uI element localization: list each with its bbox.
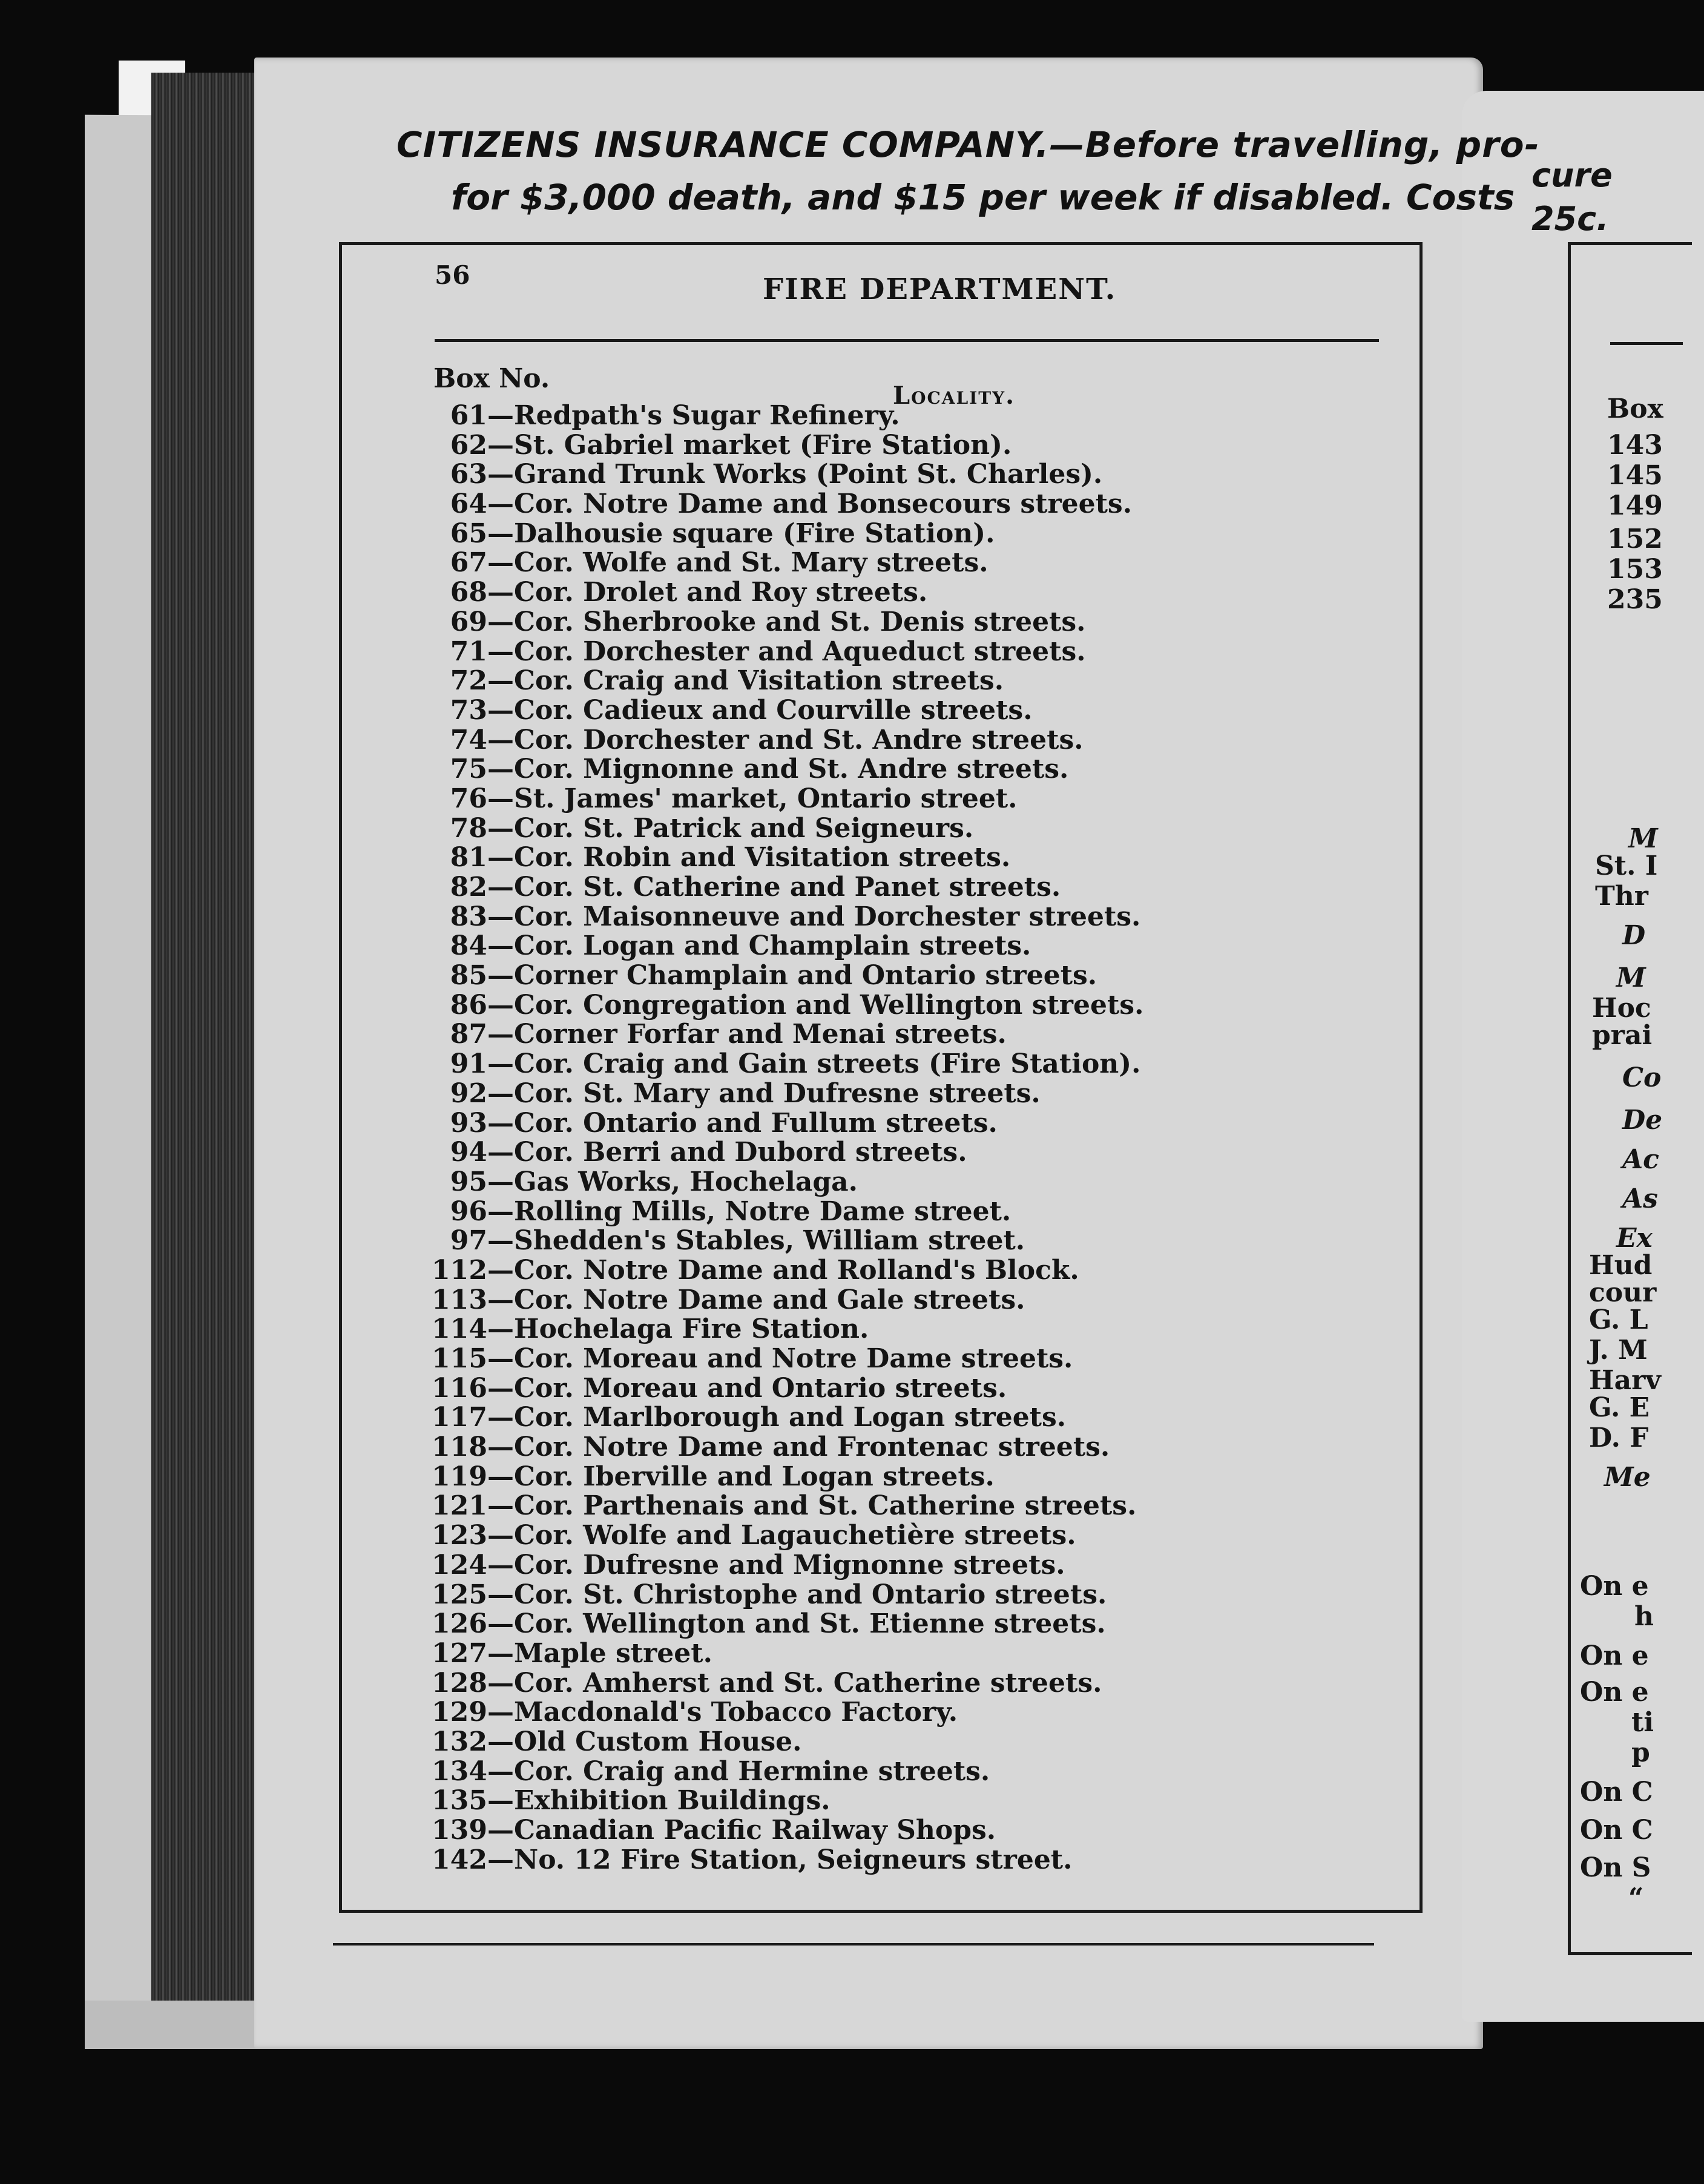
- box-number: 129: [432, 1697, 487, 1728]
- fire-box-entry: [387, 726, 1223, 755]
- box-number: 118: [432, 1432, 487, 1463]
- right-header-fragment: 25c.: [1531, 200, 1609, 238]
- fire-box-entry: [387, 1846, 1223, 1875]
- bottom-rule: [333, 1943, 1374, 1946]
- locality: No. 12 Fire Station, Seigneurs street.: [514, 1844, 1073, 1875]
- box-number: 86: [450, 989, 487, 1021]
- em-dash-separator: —: [487, 694, 514, 726]
- fire-box-entry: [387, 548, 1223, 578]
- em-dash-separator: —: [487, 1343, 514, 1374]
- fire-box-entry: [387, 431, 1223, 461]
- box-number: 64: [450, 488, 487, 520]
- fire-box-entry: [387, 755, 1223, 784]
- box-number: 95: [450, 1166, 487, 1197]
- em-dash-separator: —: [487, 812, 514, 844]
- box-number: 84: [450, 930, 487, 962]
- right-text-fragment: On C: [1580, 1815, 1653, 1846]
- em-dash-separator: —: [487, 488, 514, 520]
- right-text-fragment: On S: [1580, 1852, 1651, 1883]
- locality: Dalhousie square (Fire Station).: [514, 518, 995, 549]
- locality: Cor. Robin and Visitation streets.: [514, 842, 1011, 873]
- right-text-fragment: On e: [1580, 1677, 1649, 1708]
- right-text-fragment: M: [1628, 823, 1658, 854]
- fire-box-entry: [387, 784, 1223, 814]
- fire-box-entry: [387, 932, 1223, 961]
- box-number: 119: [432, 1461, 487, 1492]
- fire-box-entry: [387, 1315, 1223, 1344]
- right-text-fragment: G. E: [1589, 1392, 1650, 1423]
- fire-box-entry: [387, 637, 1223, 667]
- right-text-fragment: h: [1634, 1601, 1654, 1632]
- fire-box-entry: [387, 903, 1223, 932]
- locality: Cor. Notre Dame and Rolland's Block.: [514, 1254, 1079, 1286]
- right-text-fragment: J. M: [1589, 1335, 1648, 1366]
- right-text-fragment: cour: [1589, 1277, 1657, 1308]
- box-number: 115: [432, 1343, 487, 1374]
- locality: Cor. Sherbrooke and St. Denis streets.: [514, 606, 1086, 637]
- em-dash-separator: —: [487, 1137, 514, 1168]
- em-dash-separator: —: [487, 1520, 514, 1551]
- locality: St. James' market, Ontario street.: [514, 783, 1018, 814]
- fire-box-entry: [387, 1551, 1223, 1580]
- em-dash-separator: —: [487, 1608, 514, 1640]
- box-number: 94: [450, 1137, 487, 1168]
- box-number: 127: [432, 1637, 487, 1669]
- fire-box-entry: [387, 1256, 1223, 1286]
- locality: Corner Forfar and Menai streets.: [514, 1019, 1007, 1050]
- right-text-fragment: On e: [1580, 1571, 1649, 1602]
- box-number: 82: [450, 872, 487, 903]
- book-cover-edge: [85, 115, 157, 2010]
- locality: Cor. Notre Dame and Gale streets.: [514, 1284, 1025, 1315]
- locality: Cor. St. Catherine and Panet streets.: [514, 872, 1061, 903]
- locality: Cor. Ontario and Fullum streets.: [514, 1107, 998, 1139]
- em-dash-separator: —: [487, 842, 514, 873]
- em-dash-separator: —: [487, 1107, 514, 1139]
- fire-box-entry: [387, 1610, 1223, 1639]
- fire-box-entry: [387, 1492, 1223, 1521]
- box-number: 63: [450, 459, 487, 490]
- fire-box-entry: [387, 1698, 1223, 1728]
- fire-box-entry: [387, 1197, 1223, 1227]
- em-dash-separator: —: [487, 1726, 514, 1757]
- right-text-fragment: “: [1628, 1883, 1644, 1913]
- section-title: FIRE DEPARTMENT.: [763, 272, 1117, 306]
- box-number: 96: [450, 1196, 487, 1227]
- box-number: 91: [450, 1048, 487, 1080]
- locality: Cor. Cadieux and Courville streets.: [514, 694, 1033, 726]
- locality: Cor. Parthenais and St. Catherine streets.: [514, 1490, 1137, 1522]
- box-number: 81: [450, 842, 487, 873]
- box-number: 74: [450, 724, 487, 755]
- locality: Old Custom House.: [514, 1726, 802, 1757]
- right-text-fragment: On C: [1580, 1777, 1653, 1807]
- em-dash-separator: —: [487, 901, 514, 932]
- box-number: 135: [432, 1785, 487, 1817]
- em-dash-separator: —: [487, 1372, 514, 1404]
- box-number: 139: [432, 1815, 487, 1846]
- right-text-fragment: De: [1622, 1105, 1663, 1136]
- box-number: 117: [432, 1402, 487, 1433]
- locality: Cor. Congregation and Wellington streets.: [514, 989, 1144, 1021]
- locality: Rolling Mills, Notre Dame street.: [514, 1196, 1012, 1227]
- em-dash-separator: —: [487, 1166, 514, 1197]
- em-dash-separator: —: [487, 636, 514, 667]
- locality: Cor. Berri and Dubord streets.: [514, 1137, 967, 1168]
- locality: Cor. Notre Dame and Bonsecours streets.: [514, 488, 1133, 520]
- fire-box-entry: [387, 1286, 1223, 1315]
- right-text-fragment: Harv: [1589, 1365, 1661, 1396]
- locality: Cor. Iberville and Logan streets.: [514, 1461, 995, 1492]
- em-dash-separator: —: [487, 1077, 514, 1109]
- locality: Cor. Maisonneuve and Dorchester streets.: [514, 901, 1141, 932]
- locality: Grand Trunk Works (Point St. Charles).: [514, 459, 1103, 490]
- fire-box-entry: [387, 1757, 1223, 1787]
- right-text-fragment: As: [1622, 1183, 1658, 1214]
- em-dash-separator: —: [487, 1461, 514, 1492]
- right-text-fragment: 145: [1607, 460, 1663, 491]
- em-dash-separator: —: [487, 1254, 514, 1286]
- locality: Cor. Amherst and St. Catherine streets.: [514, 1667, 1102, 1699]
- em-dash-separator: —: [487, 783, 514, 814]
- fire-box-entry: [387, 1816, 1223, 1846]
- box-number: 113: [432, 1284, 487, 1315]
- fire-box-entry: [387, 1226, 1223, 1256]
- column-header-locality: Locality.: [893, 381, 1016, 410]
- locality: Macdonald's Tobacco Factory.: [514, 1697, 958, 1728]
- locality: Canadian Pacific Railway Shops.: [514, 1815, 996, 1846]
- right-text-fragment: ti: [1631, 1707, 1654, 1738]
- box-number: 67: [450, 547, 487, 579]
- fire-box-entry: [387, 961, 1223, 991]
- locality: Cor. St. Christophe and Ontario streets.: [514, 1579, 1107, 1610]
- locality: Cor. Wolfe and Lagauchetière streets.: [514, 1520, 1076, 1551]
- right-text-fragment: 153: [1607, 554, 1663, 585]
- locality: Cor. Moreau and Ontario streets.: [514, 1372, 1007, 1404]
- locality: Cor. St. Patrick and Seigneurs.: [514, 812, 974, 844]
- box-number: 68: [450, 577, 487, 608]
- em-dash-separator: —: [487, 577, 514, 608]
- locality: Cor. Dorchester and Aqueduct streets.: [514, 636, 1086, 667]
- right-text-fragment: 149: [1607, 490, 1663, 521]
- right-text-fragment: St. I: [1595, 850, 1658, 881]
- box-number: 87: [450, 1019, 487, 1050]
- fire-box-entry: [387, 608, 1223, 637]
- box-number: 93: [450, 1107, 487, 1139]
- locality: Cor. Drolet and Roy streets.: [514, 577, 928, 608]
- em-dash-separator: —: [487, 400, 514, 431]
- right-text-fragment: Co: [1622, 1062, 1662, 1093]
- right-text-fragment: 235: [1607, 584, 1663, 615]
- right-page-rule: [1610, 342, 1683, 345]
- em-dash-separator: —: [487, 960, 514, 992]
- box-number: 92: [450, 1077, 487, 1109]
- locality: Corner Champlain and Ontario streets.: [514, 960, 1097, 992]
- fire-box-list: [387, 401, 1223, 1875]
- em-dash-separator: —: [487, 1284, 514, 1315]
- fire-box-entry: [387, 1786, 1223, 1816]
- box-number: 132: [432, 1726, 487, 1757]
- em-dash-separator: —: [487, 930, 514, 962]
- locality: Cor. Dorchester and St. Andre streets.: [514, 724, 1084, 755]
- em-dash-separator: —: [487, 1432, 514, 1463]
- locality: Cor. Dufresne and Mignonne streets.: [514, 1549, 1065, 1580]
- locality: Gas Works, Hochelaga.: [514, 1166, 858, 1197]
- em-dash-separator: —: [487, 1196, 514, 1227]
- right-text-fragment: Ac: [1622, 1144, 1659, 1175]
- fire-box-entry: [387, 1020, 1223, 1050]
- box-number: 75: [450, 754, 487, 785]
- locality: Exhibition Buildings.: [514, 1785, 831, 1817]
- em-dash-separator: —: [487, 989, 514, 1021]
- fire-box-entry: [387, 1109, 1223, 1139]
- em-dash-separator: —: [487, 1019, 514, 1050]
- em-dash-separator: —: [487, 1048, 514, 1080]
- em-dash-separator: —: [487, 1697, 514, 1728]
- fire-box-entry: [387, 1433, 1223, 1462]
- locality: Cor. Wellington and St. Etienne streets.: [514, 1608, 1106, 1640]
- em-dash-separator: —: [487, 1844, 514, 1875]
- box-number: 128: [432, 1667, 487, 1699]
- right-text-fragment: Me: [1604, 1462, 1651, 1493]
- box-number: 116: [432, 1372, 487, 1404]
- right-text-fragment: D. F: [1589, 1423, 1649, 1453]
- box-number: 62: [450, 429, 487, 461]
- right-text-fragment: D: [1622, 920, 1646, 951]
- box-number: 125: [432, 1579, 487, 1610]
- em-dash-separator: —: [487, 547, 514, 579]
- book-spine: [151, 73, 260, 2046]
- box-number: 121: [432, 1490, 487, 1522]
- em-dash-separator: —: [487, 724, 514, 755]
- locality: Cor. Craig and Visitation streets.: [514, 665, 1004, 697]
- right-text-fragment: 143: [1607, 430, 1663, 461]
- fire-box-entry: [387, 696, 1223, 726]
- right-text-fragment: Box: [1607, 393, 1663, 424]
- em-dash-separator: —: [487, 1637, 514, 1669]
- fire-box-entry: [387, 490, 1223, 519]
- fire-box-entry: [387, 1374, 1223, 1404]
- em-dash-separator: —: [487, 1755, 514, 1787]
- fire-box-entry: [387, 814, 1223, 844]
- fire-box-entry: [387, 1462, 1223, 1492]
- fire-box-entry: [387, 1728, 1223, 1757]
- right-text-fragment: On e: [1580, 1640, 1649, 1671]
- box-number: 71: [450, 636, 487, 667]
- right-text-fragment: Hoc: [1592, 993, 1651, 1024]
- box-number: 124: [432, 1549, 487, 1580]
- box-number: 134: [432, 1755, 487, 1787]
- right-text-fragment: prai: [1592, 1020, 1653, 1051]
- em-dash-separator: —: [487, 1225, 514, 1257]
- em-dash-separator: —: [487, 754, 514, 785]
- em-dash-separator: —: [487, 1815, 514, 1846]
- box-number: 126: [432, 1608, 487, 1640]
- locality: Cor. Logan and Champlain streets.: [514, 930, 1031, 962]
- right-text-fragment: Hud: [1589, 1250, 1653, 1281]
- box-number: 73: [450, 694, 487, 726]
- right-text-fragment: 152: [1607, 524, 1663, 554]
- box-number: 69: [450, 606, 487, 637]
- locality: Cor. Craig and Hermine streets.: [514, 1755, 990, 1787]
- em-dash-separator: —: [487, 665, 514, 697]
- fire-box-entry: [387, 1639, 1223, 1669]
- em-dash-separator: —: [487, 459, 514, 490]
- fire-box-entry: [387, 401, 1223, 431]
- locality: Maple street.: [514, 1637, 712, 1669]
- locality: Cor. Moreau and Notre Dame streets.: [514, 1343, 1073, 1374]
- locality: Cor. Notre Dame and Frontenac streets.: [514, 1432, 1110, 1463]
- fire-box-entry: [387, 1168, 1223, 1197]
- em-dash-separator: —: [487, 1402, 514, 1433]
- em-dash-separator: —: [487, 518, 514, 549]
- locality: Cor. St. Mary and Dufresne streets.: [514, 1077, 1041, 1109]
- page-number: 56: [435, 260, 470, 290]
- locality: St. Gabriel market (Fire Station).: [514, 429, 1012, 461]
- box-number: 83: [450, 901, 487, 932]
- fire-box-entry: [387, 991, 1223, 1021]
- fire-box-entry: [387, 1403, 1223, 1433]
- fire-box-entry: [387, 1138, 1223, 1168]
- fire-box-entry: [387, 519, 1223, 549]
- locality: Hochelaga Fire Station.: [514, 1314, 869, 1345]
- locality: Shedden's Stables, William street.: [514, 1225, 1025, 1257]
- locality: Cor. Wolfe and St. Mary streets.: [514, 547, 989, 579]
- fire-box-entry: [387, 1344, 1223, 1374]
- locality: Redpath's Sugar Refinery.: [514, 400, 900, 431]
- box-number: 85: [450, 960, 487, 992]
- em-dash-separator: —: [487, 1579, 514, 1610]
- column-header-box-no: Box No.: [433, 363, 550, 394]
- box-number: 65: [450, 518, 487, 549]
- box-number: 61: [450, 400, 487, 431]
- right-text-fragment: p: [1631, 1737, 1650, 1768]
- em-dash-separator: —: [487, 1667, 514, 1699]
- fire-box-entry: [387, 1050, 1223, 1079]
- em-dash-separator: —: [487, 429, 514, 461]
- box-number: 78: [450, 812, 487, 844]
- right-header-fragment: cure: [1531, 156, 1613, 194]
- em-dash-separator: —: [487, 1314, 514, 1345]
- box-number: 112: [432, 1254, 487, 1286]
- locality: Cor. Marlborough and Logan streets.: [514, 1402, 1067, 1433]
- em-dash-separator: —: [487, 1490, 514, 1522]
- right-text-fragment: Thr: [1595, 881, 1648, 912]
- fire-box-entry: [387, 873, 1223, 903]
- locality: Cor. Craig and Gain streets (Fire Station).: [514, 1048, 1141, 1080]
- fire-box-entry: [387, 666, 1223, 696]
- right-text-fragment: M: [1616, 962, 1646, 993]
- insurance-ad-line-1: CITIZENS INSURANCE COMPANY.—Before travelling, pro-: [396, 124, 1540, 165]
- box-number: 114: [432, 1314, 487, 1345]
- fire-box-entry: [387, 578, 1223, 608]
- box-number: 142: [432, 1844, 487, 1875]
- title-rule: [435, 339, 1379, 342]
- fire-box-entry: [387, 1521, 1223, 1551]
- fire-box-entry: [387, 1079, 1223, 1109]
- insurance-ad-line-2: for $3,000 death, and $15 per week if disabled. Costs: [451, 177, 1515, 218]
- fire-box-entry: [387, 843, 1223, 873]
- em-dash-separator: —: [487, 606, 514, 637]
- fire-box-entry: [387, 1669, 1223, 1699]
- em-dash-separator: —: [487, 1549, 514, 1580]
- em-dash-separator: —: [487, 872, 514, 903]
- box-number: 97: [450, 1225, 487, 1257]
- locality: Cor. Mignonne and St. Andre streets.: [514, 754, 1069, 785]
- box-number: 123: [432, 1520, 487, 1551]
- fire-box-entry: [387, 1580, 1223, 1610]
- em-dash-separator: —: [487, 1785, 514, 1817]
- box-number: 72: [450, 665, 487, 697]
- right-text-fragment: G. L: [1589, 1304, 1648, 1335]
- right-text-fragment: Ex: [1616, 1223, 1653, 1254]
- fire-box-entry: [387, 460, 1223, 490]
- box-number: 76: [450, 783, 487, 814]
